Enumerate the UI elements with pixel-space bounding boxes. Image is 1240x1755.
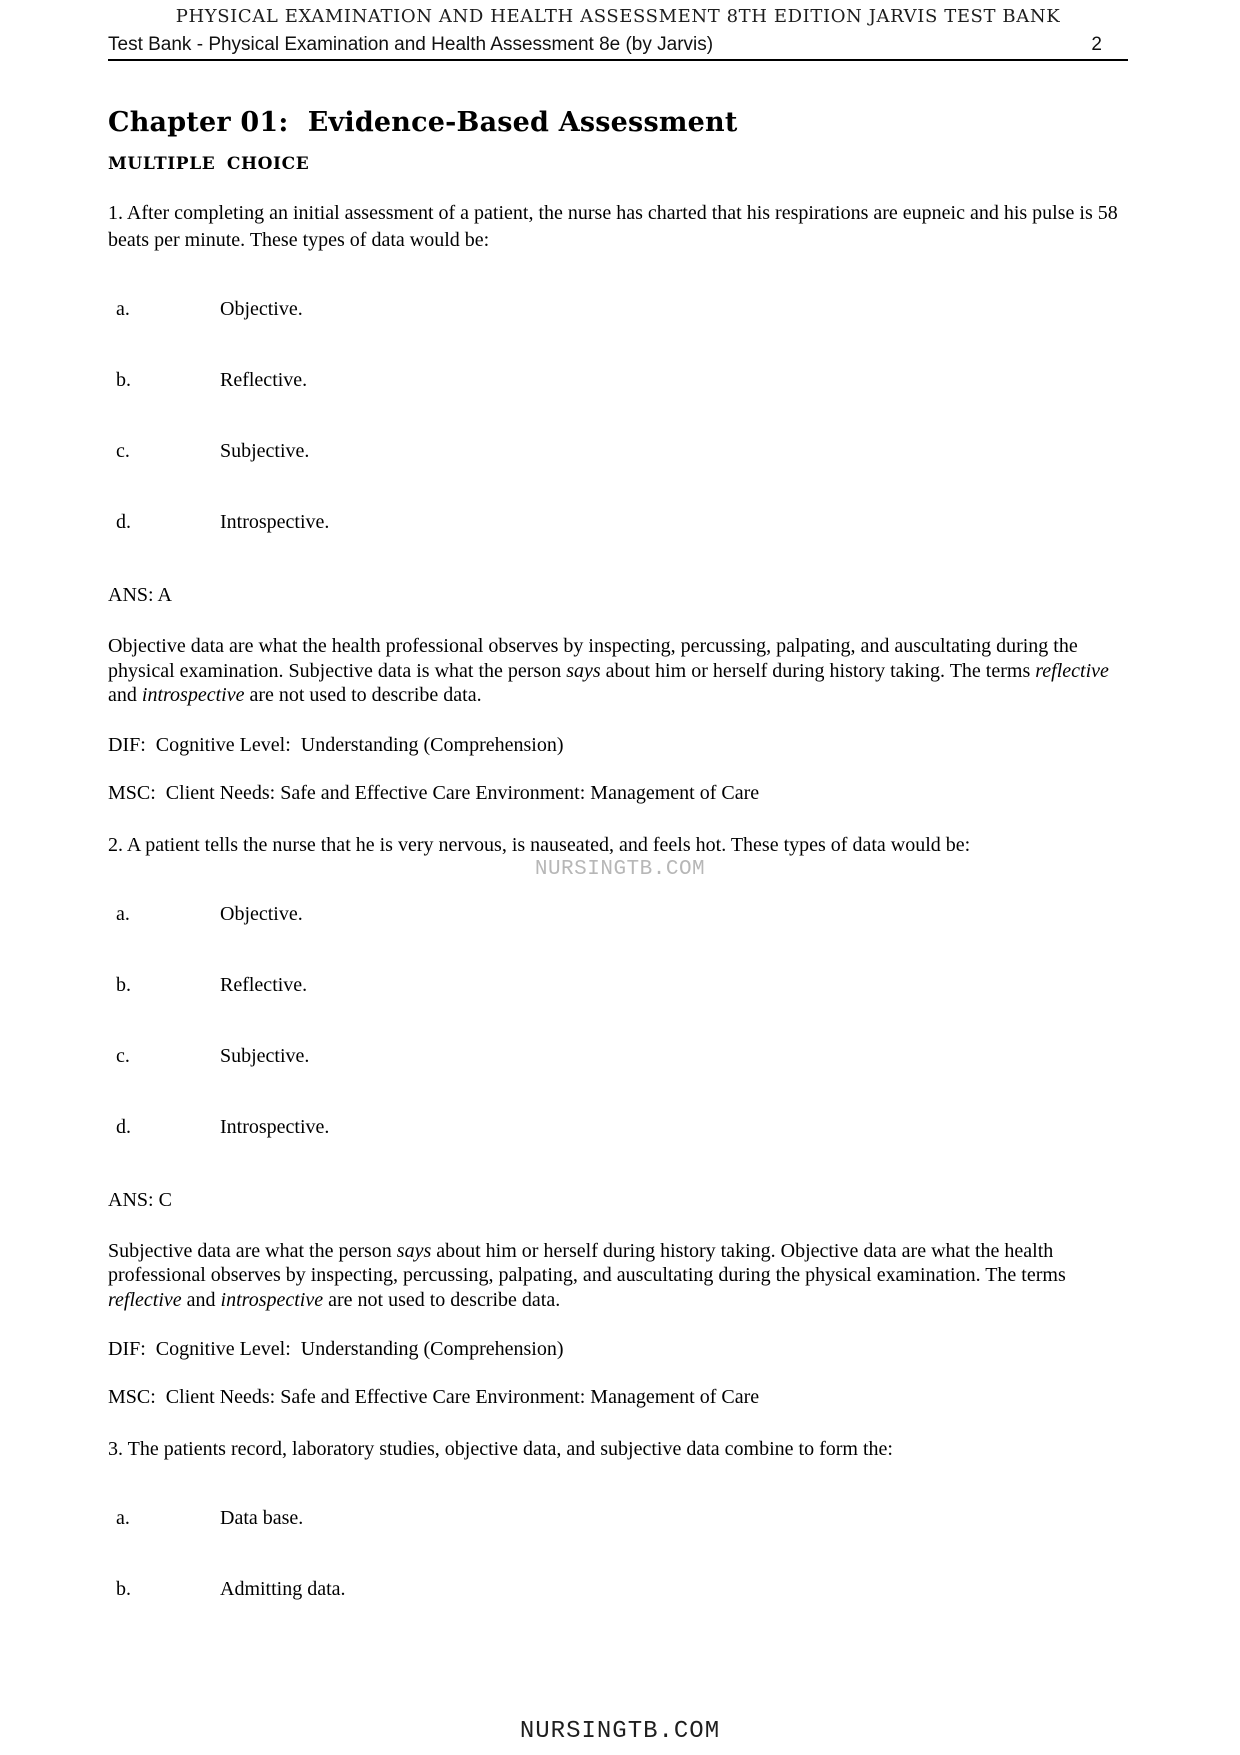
rationale [108,634,1128,708]
rationale-segment: says [566,659,601,682]
answer-option [108,972,1128,998]
chapter-title: Chapter 01: Evidence-Based Assessment [108,107,738,138]
question-number: 1. [108,202,123,224]
option-letter: c. [116,440,130,462]
question-text: The patients record, laboratory studies, objective data, and subjective data combine to form the: [127,1438,893,1460]
answer-line: ANS: C [108,1188,172,1211]
section-heading: MULTIPLE CHOICE [108,154,310,174]
rationale-segment: says [396,1239,432,1262]
header-subtitle-row [108,34,1128,61]
question-text: After completing an initial assessment of a patient, the nurse has charted that his respirations are eupneic and his pulse is 58 beats per minute. These types of data would be: [108,202,1118,251]
option-text: Subjective. [220,1044,310,1067]
question-block [108,832,1128,1411]
answer-line: ANS: A [108,584,172,606]
msc-line: MSC: Client Needs: Safe and Effective Care Environment: Management of Care [108,1386,760,1408]
rationale-segment: about him or herself during history taking. The terms [600,659,1036,682]
option-text: Data base. [220,1507,304,1529]
header-title: PHYSICAL EXAMINATION AND HEALTH ASSESSMENT 8TH EDITION JARVIS TEST BANK [175,6,1061,27]
option-text: Objective. [220,902,303,925]
answer-option [108,1114,1128,1140]
option-text: Reflective. [220,369,308,391]
footer-site: NURSINGTB.COM [519,1718,721,1745]
question-block [108,200,1128,806]
question-number: 2. [108,833,123,856]
option-text: Subjective. [220,440,310,462]
option-text: Introspective. [220,1115,330,1138]
rationale-segment: Subjective data are what the person [108,1239,397,1262]
rationale [108,1239,1128,1313]
rationale-segment: are not used to describe data. [244,684,482,706]
rationale-segment: and [108,684,142,706]
rationale-segment: reflective [1035,659,1109,682]
answer-option [108,509,1128,535]
option-letter: b. [116,1578,131,1600]
answer-option [108,438,1128,464]
rationale-segment: about him or herself during history taking. Objective data are what the health professional observes by inspecting, percussing, palpating, and auscultating during the physical examination. The terms [108,1239,1066,1286]
rationale-segment: introspective [220,1288,324,1311]
answer-option [108,367,1128,393]
option-letter: a. [116,1507,130,1529]
questions-container [108,200,1128,1602]
page-number: 2 [1091,34,1102,55]
question-stem [108,832,1128,859]
msc-line: MSC: Client Needs: Safe and Effective Care Environment: Management of Care [108,781,760,804]
option-letter: b. [116,369,131,391]
option-letter: d. [116,1115,131,1138]
option-text: Reflective. [220,973,308,996]
option-letter: a. [116,298,130,320]
option-letter: d. [116,511,131,533]
question-stem [108,1436,1128,1463]
question-number: 3. [108,1438,123,1460]
option-letter: a. [116,902,130,925]
dif-line: DIF: Cognitive Level: Understanding (Comprehension) [108,1338,564,1360]
answer-option [108,1505,1128,1531]
question-text: A patient tells the nurse that he is very nervous, is nauseated, and feels hot. These types of data would be: [126,833,971,856]
answer-option [108,901,1128,927]
rationale-segment: and [181,1288,221,1311]
watermark: NURSINGTB.COM [534,858,706,881]
rationale-segment: are not used to describe data. [323,1288,561,1311]
option-letter: c. [116,1044,130,1067]
answer-option [108,296,1128,322]
answer-option [108,1043,1128,1069]
rationale-segment: introspective [141,684,245,706]
option-text: Objective. [220,298,303,320]
option-letter: b. [116,973,131,996]
rationale-segment: Objective data are what the health professional observes by inspecting, percussing, palpating, and auscultating during the physical examination. Subjective data is what the person [108,635,1078,682]
option-text: Admitting data. [220,1578,346,1600]
option-text: Introspective. [220,511,330,533]
header-subtitle: Test Bank - Physical Examination and Health Assessment 8e (by Jarvis) [108,34,714,55]
answer-option [108,1576,1128,1602]
dif-line: DIF: Cognitive Level: Understanding (Comprehension) [108,733,564,756]
question-block [108,1436,1128,1602]
rationale-segment: reflective [108,1288,182,1311]
question-stem [108,200,1128,254]
